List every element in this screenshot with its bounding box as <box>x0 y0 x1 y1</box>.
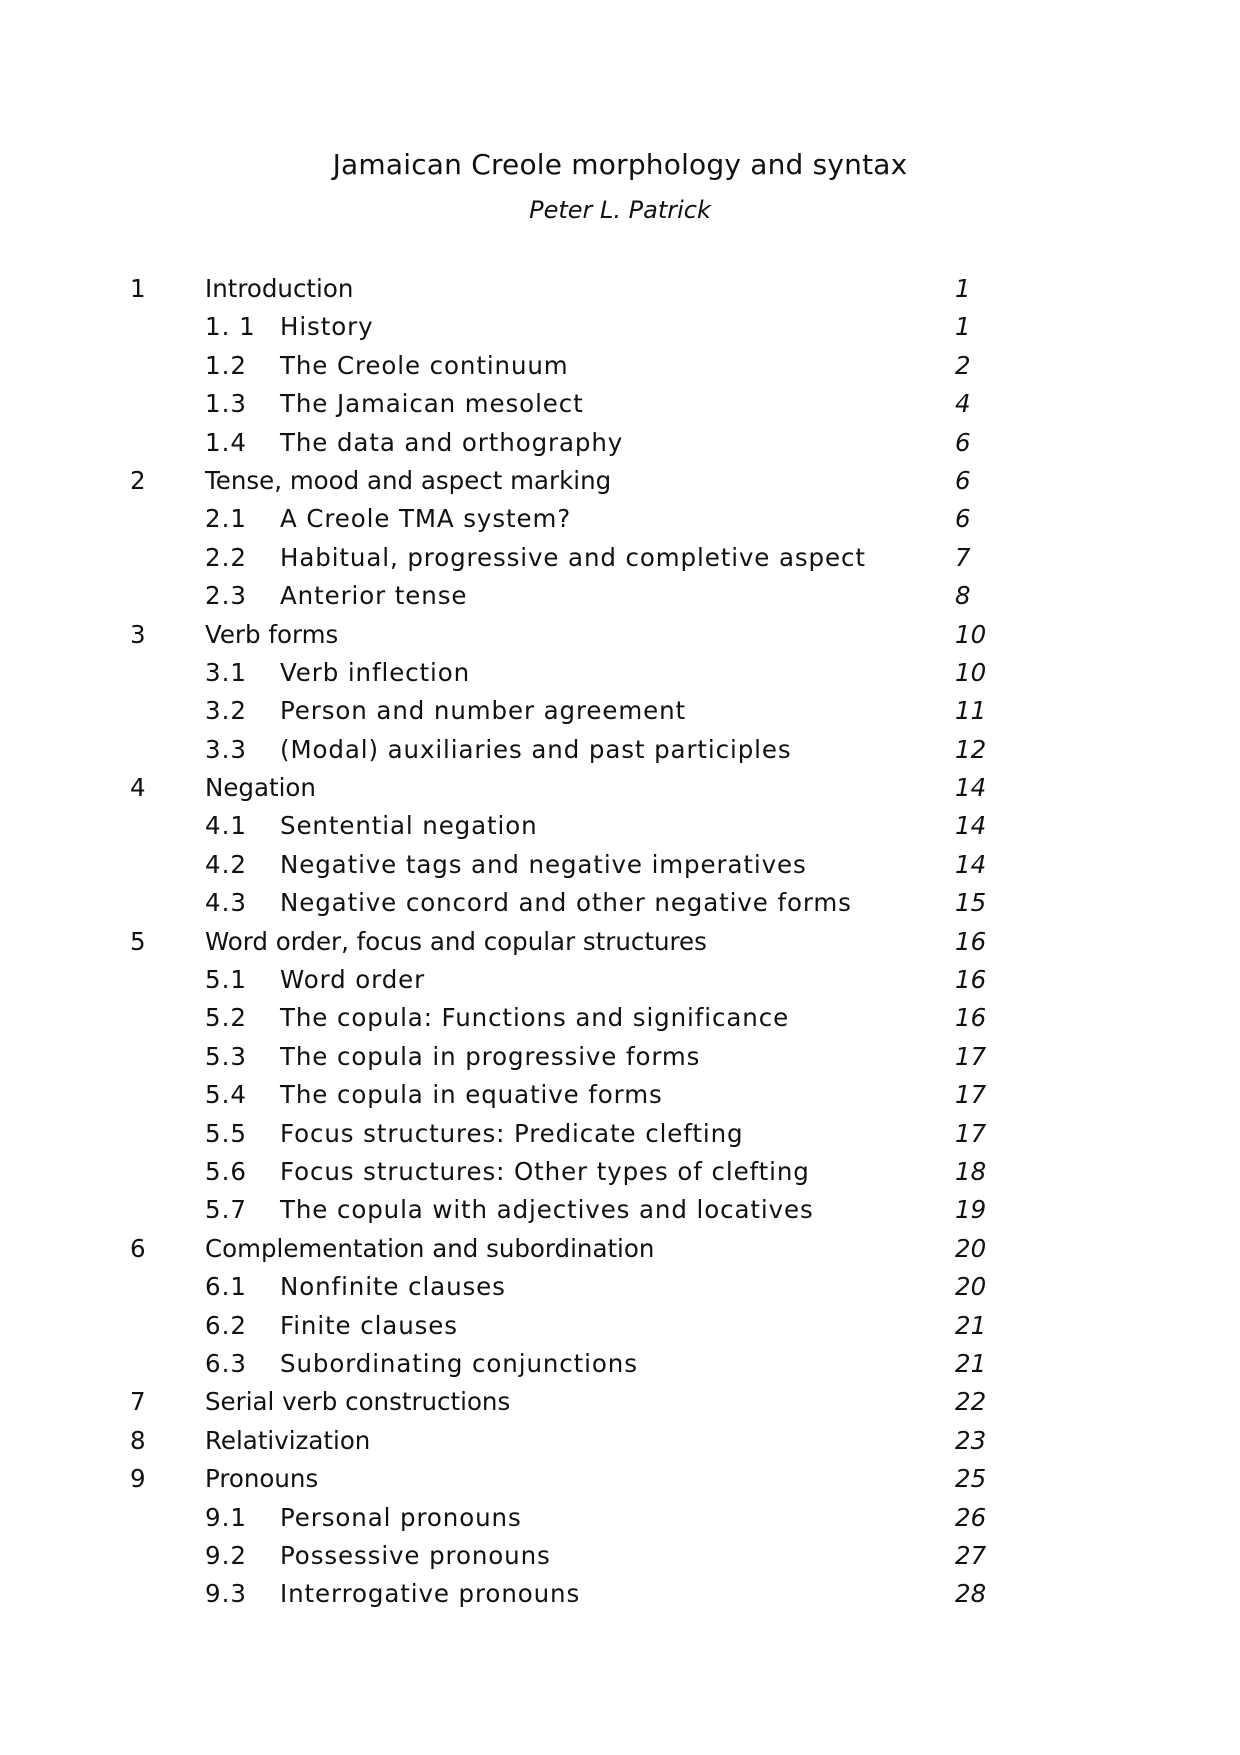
toc-section-entry <box>0 1191 1240 1229</box>
toc-entry-title: Subordinating conjunctions <box>280 1348 638 1378</box>
toc-entry-number: 4.1 <box>205 811 247 841</box>
toc-entry-title: Word order, focus and copular structures <box>205 926 707 956</box>
toc-section-entry <box>0 999 1240 1037</box>
toc-entry-page: 1 <box>955 274 971 303</box>
toc-entry-title: Complementation and subordination <box>205 1233 655 1263</box>
toc-entry-title: Word order <box>280 965 426 995</box>
toc-entry-page: 16 <box>955 965 987 995</box>
toc-entry-title: The Jamaican mesolect <box>280 389 584 419</box>
toc-entry-title: Negative concord and other negative forms <box>280 888 852 918</box>
toc-entry-page: 7 <box>955 542 971 572</box>
toc-section-entry <box>0 1575 1240 1613</box>
toc-entry-page: 17 <box>955 1041 987 1071</box>
document-title: Jamaican Creole morphology and syntax <box>332 148 908 181</box>
toc-entry-number: 5.4 <box>205 1080 247 1110</box>
toc-entry-page: 15 <box>955 888 987 918</box>
toc-entry-page: 20 <box>955 1233 987 1263</box>
toc-entry-number: 1. 1 <box>205 312 256 342</box>
toc-section-entry <box>0 1268 1240 1306</box>
toc-entry-number: 1.4 <box>205 427 247 457</box>
toc-entry-title: Anterior tense <box>280 581 468 611</box>
toc-entry-title: Possessive pronouns <box>280 1540 551 1570</box>
toc-entry-title: Pronouns <box>205 1464 319 1494</box>
toc-entry-page: 14 <box>955 773 987 803</box>
toc-entry-page: 17 <box>955 1080 987 1110</box>
toc-section-entry <box>0 500 1240 538</box>
toc-entry-number: 4.2 <box>205 849 247 879</box>
toc-entry-page: 4 <box>955 389 971 419</box>
toc-entry-page: 23 <box>955 1425 987 1455</box>
toc-chapter-entry <box>0 1460 1240 1498</box>
toc-section-entry <box>0 961 1240 999</box>
toc-entry-number: 4.3 <box>205 888 247 918</box>
toc-entry-number: 2.2 <box>205 542 247 572</box>
toc-chapter-entry <box>0 270 1240 308</box>
toc-section-entry <box>0 846 1240 884</box>
toc-entry-number: 5.5 <box>205 1118 247 1148</box>
document-author: Peter L. Patrick <box>529 196 711 224</box>
toc-entry-page: 10 <box>955 619 987 649</box>
toc-entry-page: 27 <box>955 1540 987 1570</box>
toc-entry-title: The data and orthography <box>280 427 624 457</box>
toc-section-entry <box>0 1499 1240 1537</box>
toc-entry-title: Introduction <box>205 274 354 303</box>
toc-entry-page: 19 <box>955 1195 987 1225</box>
toc-entry-title: Verb inflection <box>280 657 471 687</box>
toc-section-entry <box>0 347 1240 385</box>
toc-entry-title: (Modal) auxiliaries and past participles <box>280 734 792 764</box>
toc-entry-title: Negation <box>205 773 316 803</box>
toc-entry-page: 25 <box>955 1464 987 1494</box>
toc-section-entry <box>0 654 1240 692</box>
toc-entry-page: 12 <box>955 734 987 764</box>
toc-entry-page: 6 <box>955 427 971 457</box>
toc-entry-title: Relativization <box>205 1425 371 1455</box>
toc-section-entry <box>0 1307 1240 1345</box>
toc-chapter-entry <box>0 462 1240 500</box>
toc-entry-number: 5.3 <box>205 1041 247 1071</box>
toc-entry-page: 17 <box>955 1118 987 1148</box>
toc-entry-number: 3.3 <box>205 734 247 764</box>
toc-entry-number: 3.1 <box>205 657 247 687</box>
toc-entry-page: 16 <box>955 1003 987 1033</box>
toc-entry-number: 6.2 <box>205 1310 247 1340</box>
toc-section-entry <box>0 308 1240 346</box>
toc-entry-page: 20 <box>955 1272 987 1302</box>
toc-entry-title: Serial verb constructions <box>205 1387 511 1417</box>
toc-entry-page: 21 <box>955 1348 987 1378</box>
toc-entry-page: 14 <box>955 811 987 841</box>
toc-section-entry <box>0 539 1240 577</box>
toc-section-entry <box>0 1038 1240 1076</box>
toc-entry-number: 9.3 <box>205 1579 247 1609</box>
toc-entry-title: Focus structures: Other types of clefting <box>280 1156 810 1186</box>
toc-entry-number: 3.2 <box>205 696 247 726</box>
toc-entry-title: The copula with adjectives and locatives <box>280 1195 814 1225</box>
toc-entry-page: 11 <box>955 696 987 726</box>
toc-chapter-entry <box>0 923 1240 961</box>
toc-entry-number: 5.7 <box>205 1195 247 1225</box>
toc-entry-number: 8 <box>130 1425 146 1455</box>
toc-entry-title: The copula: Functions and significance <box>280 1003 790 1033</box>
toc-entry-page: 2 <box>955 350 971 380</box>
toc-section-entry <box>0 1345 1240 1383</box>
toc-entry-title: A Creole TMA system? <box>280 504 572 534</box>
toc-entry-number: 6.3 <box>205 1348 247 1378</box>
toc-entry-page: 22 <box>955 1387 987 1417</box>
toc-entry-title: Person and number agreement <box>280 696 687 726</box>
toc-entry-title: Interrogative pronouns <box>280 1579 581 1609</box>
toc-entry-title: The copula in equative forms <box>280 1080 663 1110</box>
toc-entry-number: 1.2 <box>205 350 247 380</box>
toc-section-entry <box>0 692 1240 730</box>
toc-chapter-entry <box>0 1383 1240 1421</box>
toc-section-entry <box>0 807 1240 845</box>
toc-entry-number: 9.2 <box>205 1540 247 1570</box>
toc-entry-number: 6 <box>130 1233 146 1263</box>
toc-entry-number: 9 <box>130 1464 146 1494</box>
toc-chapter-entry <box>0 769 1240 807</box>
toc-entry-page: 10 <box>955 657 987 687</box>
toc-section-entry <box>0 1076 1240 1114</box>
toc-entry-number: 5 <box>130 926 146 956</box>
table-of-contents <box>0 270 1240 1614</box>
toc-section-entry <box>0 1537 1240 1575</box>
toc-entry-number: 3 <box>130 619 146 649</box>
toc-entry-number: 2.3 <box>205 581 247 611</box>
toc-entry-page: 6 <box>955 465 971 495</box>
toc-entry-page: 16 <box>955 926 987 956</box>
toc-entry-page: 18 <box>955 1156 987 1186</box>
toc-entry-page: 14 <box>955 849 987 879</box>
toc-entry-number: 1.3 <box>205 389 247 419</box>
toc-entry-number: 4 <box>130 773 146 803</box>
toc-entry-title: Nonfinite clauses <box>280 1272 506 1302</box>
toc-entry-page: 26 <box>955 1502 987 1532</box>
toc-entry-page: 6 <box>955 504 971 534</box>
toc-section-entry <box>0 424 1240 462</box>
toc-entry-number: 5.1 <box>205 965 247 995</box>
toc-entry-title: Negative tags and negative imperatives <box>280 849 807 879</box>
toc-section-entry <box>0 884 1240 922</box>
toc-entry-number: 7 <box>130 1387 146 1417</box>
toc-entry-page: 21 <box>955 1310 987 1340</box>
toc-entry-title: The Creole continuum <box>280 350 569 380</box>
toc-entry-number: 9.1 <box>205 1502 247 1532</box>
toc-entry-page: 1 <box>955 312 971 342</box>
toc-entry-page: 8 <box>955 581 971 611</box>
toc-section-entry <box>0 577 1240 615</box>
toc-entry-number: 1 <box>130 274 146 303</box>
toc-section-entry <box>0 385 1240 423</box>
toc-entry-title: Sentential negation <box>280 811 538 841</box>
toc-section-entry <box>0 1115 1240 1153</box>
toc-entry-title: The copula in progressive forms <box>280 1041 701 1071</box>
toc-entry-number: 2.1 <box>205 504 247 534</box>
toc-entry-title: Focus structures: Predicate clefting <box>280 1118 744 1148</box>
toc-entry-number: 2 <box>130 465 146 495</box>
toc-entry-number: 5.2 <box>205 1003 247 1033</box>
toc-entry-number: 6.1 <box>205 1272 247 1302</box>
toc-entry-title: Tense, mood and aspect marking <box>205 465 612 495</box>
toc-entry-page: 28 <box>955 1579 987 1609</box>
toc-chapter-entry <box>0 616 1240 654</box>
toc-entry-title: Personal pronouns <box>280 1502 522 1532</box>
toc-entry-title: Verb forms <box>205 619 339 649</box>
toc-section-entry <box>0 1153 1240 1191</box>
toc-chapter-entry <box>0 1422 1240 1460</box>
toc-entry-title: Finite clauses <box>280 1310 458 1340</box>
toc-entry-title: History <box>280 312 374 342</box>
toc-chapter-entry <box>0 1230 1240 1268</box>
toc-entry-title: Habitual, progressive and completive aspect <box>280 542 866 572</box>
toc-entry-number: 5.6 <box>205 1156 247 1186</box>
toc-section-entry <box>0 731 1240 769</box>
